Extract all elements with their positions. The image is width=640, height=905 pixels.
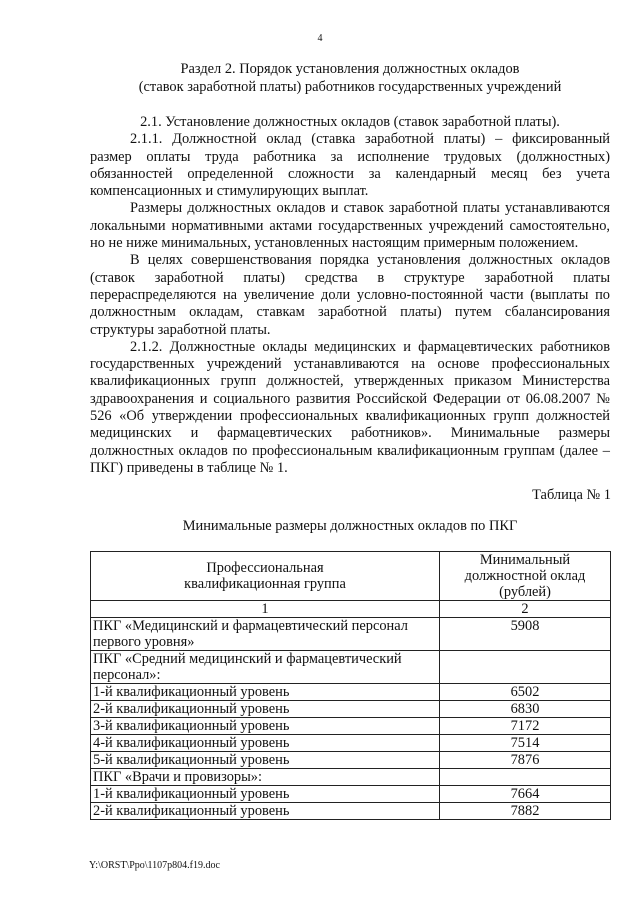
section-title-line-1: Раздел 2. Порядок установления должностных окладов: [180, 61, 520, 77]
table-label: Таблица № 1: [532, 487, 611, 503]
group-name-cell: 1-й квалификационный уровень: [91, 684, 440, 701]
group-name-cell: 4-й квалификационный уровень: [91, 735, 440, 752]
salary-value-cell: 5908: [440, 618, 611, 651]
table-row: [91, 769, 611, 786]
header-qualification-group: Профессиональная квалификационная группа: [91, 552, 440, 601]
group-name-cell: 1-й квалификационный уровень: [91, 786, 440, 803]
page-number: 4: [317, 33, 323, 44]
paragraph-salary-rates: Размеры должностных окладов и ставок заработной платы устанавливаются локальными нормативными актами государственных учреждений самостоятельно, но не ниже минимальных, установленных настоящим примерным положением.: [90, 200, 610, 252]
salary-value-cell: [440, 651, 611, 684]
section-title-line-2: (ставок заработной платы) работников государственных учреждений: [138, 78, 562, 95]
salary-value-cell: 7514: [440, 735, 611, 752]
body-text: [90, 114, 610, 477]
salary-value-cell: 7664: [440, 786, 611, 803]
table-row: [91, 786, 611, 803]
salary-table: [90, 551, 611, 820]
table-row: [91, 735, 611, 752]
table-row: [91, 718, 611, 735]
group-name-cell: ПКГ «Медицинский и фармацевтический персонал первого уровня»: [91, 618, 440, 651]
index-cell: 1: [91, 601, 440, 618]
salary-value-cell: 6830: [440, 701, 611, 718]
group-name-cell: 3-й квалификационный уровень: [91, 718, 440, 735]
table-row: [91, 752, 611, 769]
table-row: [91, 684, 611, 701]
file-path-footer: Y:\ORST\Ppo\1107p804.f19.doc: [89, 860, 220, 871]
section-title: [70, 61, 630, 96]
salary-value-cell: 7172: [440, 718, 611, 735]
paragraph-2-1-2: 2.1.2. Должностные оклады медицинских и фармацевтических работников государственных учреждений устанавливаются на основе профессиональных квалификационных групп должностей, утвержденных приказом Министерства здравоохранения и социального развития Российской Федерации от 06.08.2007 № 526 «Об утверждении профессиональных квалификационных групп должностей медицинских и фармацевтических работников». Минимальные размеры должностных окладов по профессиональным квалификационным группам (далее – ПКГ) приведены в таблице № 1.: [90, 338, 610, 476]
salary-value-cell: 7876: [440, 752, 611, 769]
salary-value-cell: 6502: [440, 684, 611, 701]
group-name-cell: 5-й квалификационный уровень: [91, 752, 440, 769]
group-name-cell: 2-й квалификационный уровень: [91, 701, 440, 718]
table-row: [91, 618, 611, 651]
paragraph-improvement: В целях совершенствования порядка установления должностных окладов (ставок заработной платы) средства в структуре заработной платы перераспределяются на увеличение доли условно-постоянной части (выплаты по должностным окладам, ставкам заработной платы) путем сбалансирования структуры заработной платы.: [90, 252, 610, 338]
salary-value-cell: 7882: [440, 803, 611, 820]
table-caption: Минимальные размеры должностных окладов по ПКГ: [182, 518, 518, 534]
header-minimum-salary: Минимальный должностной оклад (рублей): [440, 552, 611, 601]
paragraph-2-1: 2.1. Установление должностных окладов (ставок заработной платы).: [140, 114, 560, 130]
group-name-cell: 2-й квалификационный уровень: [91, 803, 440, 820]
table-index-row: [91, 601, 611, 618]
table-header-row: [91, 552, 611, 601]
index-cell: 2: [440, 601, 611, 618]
salary-value-cell: [440, 769, 611, 786]
group-name-cell: ПКГ «Врачи и провизоры»:: [91, 769, 440, 786]
table-row: [91, 651, 611, 684]
table-row: [91, 803, 611, 820]
table-row: [91, 701, 611, 718]
group-name-cell: ПКГ «Средний медицинский и фармацевтический персонал»:: [91, 651, 440, 684]
paragraph-2-1-1: 2.1.1. Должностной оклад (ставка заработной платы) – фиксированный размер оплаты труда работника за исполнение трудовых (должностных) обязанностей определенной сложности за календарный месяц без учета компенсационных и стимулирующих выплат.: [90, 131, 610, 200]
